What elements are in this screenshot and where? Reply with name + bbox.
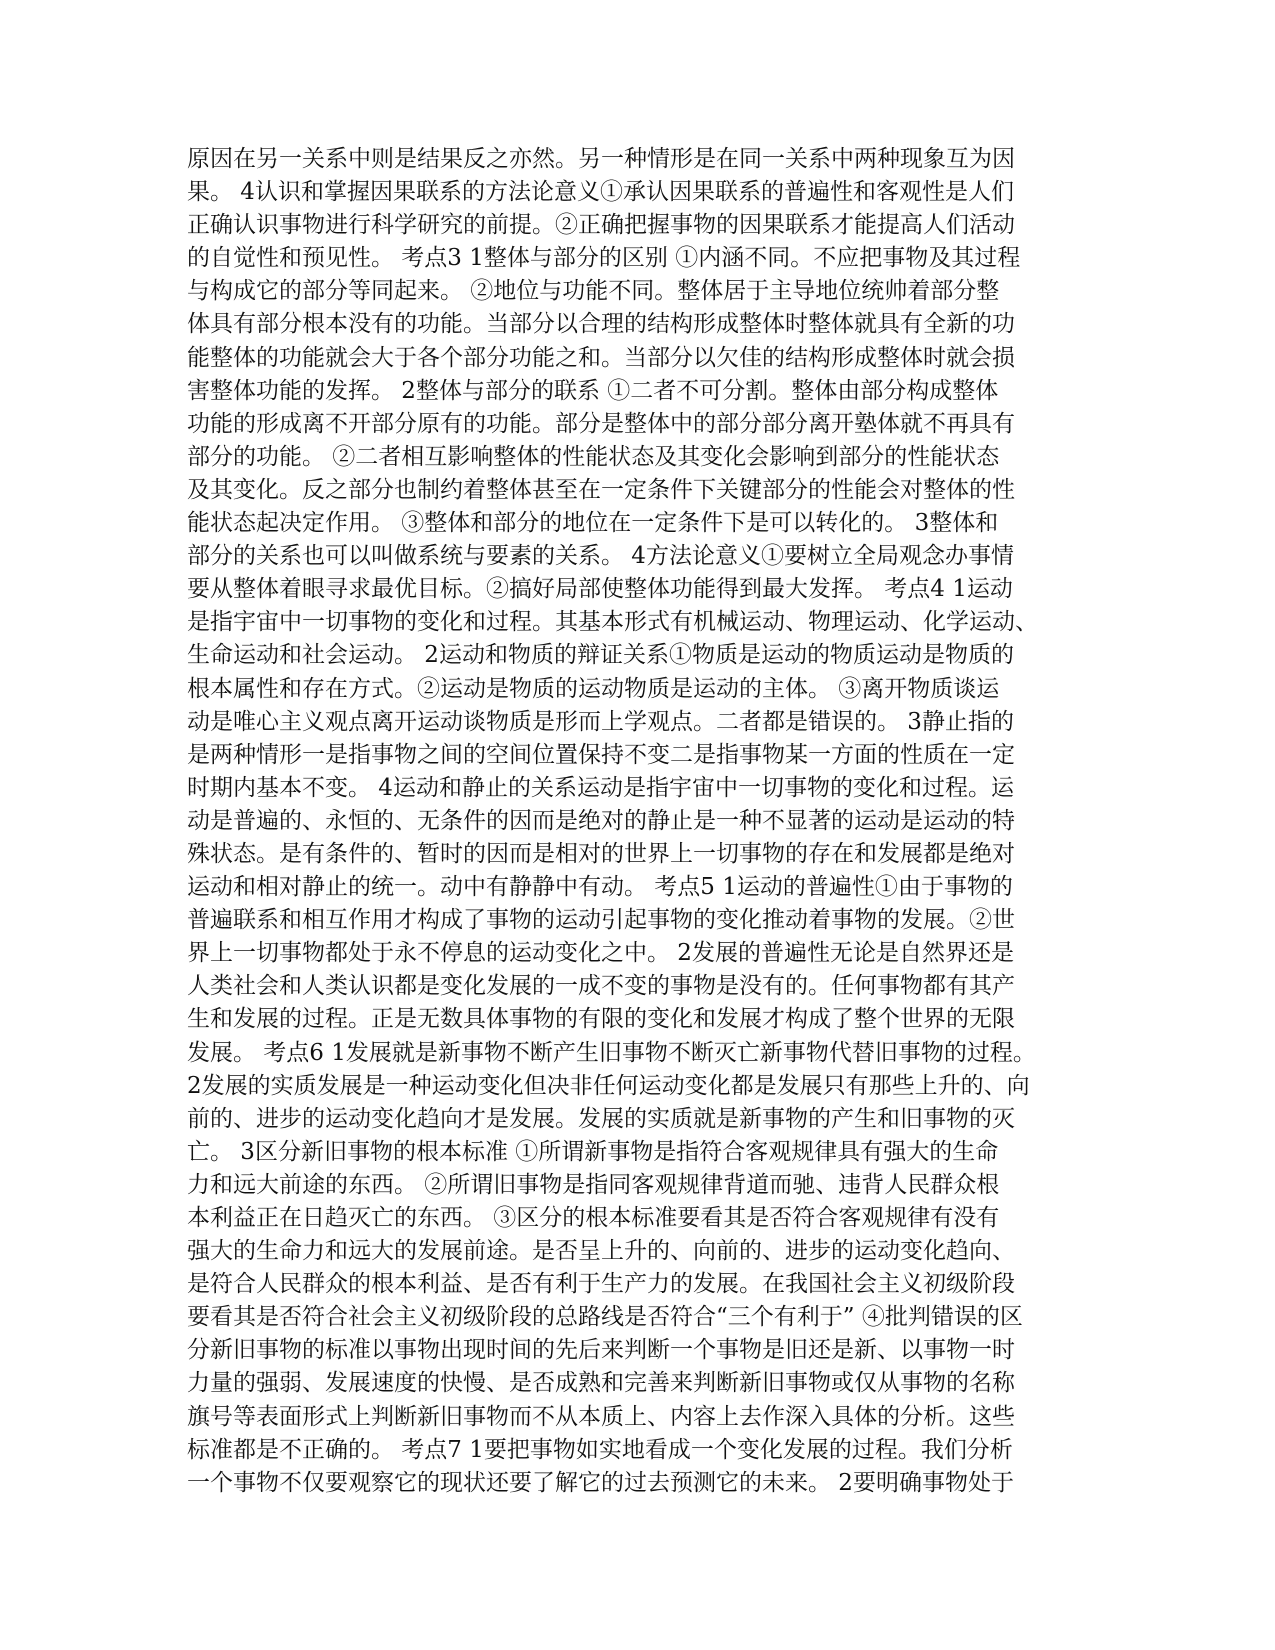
text-line: 要从整体着眼寻求最优目标。②搞好局部使整体功能得到最大发挥。 考点4 1运动	[187, 576, 1013, 603]
text-line: 是指宇宙中一切事物的变化和过程。其基本形式有机械运动、物理运动、化学运动、	[187, 609, 1038, 636]
text-line: 的自觉性和预见性。 考点3 1整体与部分的区别 ①内涵不同。不应把事物及其过程	[187, 245, 1021, 272]
text-line: 害整体功能的发挥。 2整体与部分的联系 ①二者不可分割。整体由部分构成整体	[187, 377, 999, 404]
text-line: 2发展的实质发展是一种运动变化但决非任何运动变化都是发展只有那些上升的、向	[187, 1072, 1030, 1099]
text-line: 体具有部分根本没有的功能。当部分以合理的结构形成整体时整体就具有全新的功	[187, 311, 1015, 338]
text-line: 前的、进步的运动变化趋向才是发展。发展的实质就是新事物的产生和旧事物的灭	[187, 1105, 1015, 1132]
text-line: 正确认识事物进行科学研究的前提。②正确把握事物的因果联系才能提高人们活动	[187, 212, 1015, 239]
text-line: 是符合人民群众的根本利益、是否有利于生产力的发展。在我国社会主义初级阶段	[187, 1271, 1015, 1298]
text-line: 动是唯心主义观点离开运动谈物质是形而上学观点。二者都是错误的。 3静止指的	[187, 708, 1014, 735]
text-line: 与构成它的部分等同起来。 ②地位与功能不同。整体居于主导地位统帅着部分整	[187, 278, 1000, 305]
text-line: 殊状态。是有条件的、暂时的因而是相对的世界上一切事物的存在和发展都是绝对	[187, 840, 1015, 867]
text-line: 部分的功能。 ②二者相互影响整体的性能状态及其变化会影响到部分的性能状态	[187, 443, 1000, 470]
text-line: 分新旧事物的标准以事物出现时间的先后来判断一个事物是旧还是新、以事物一时	[187, 1337, 1015, 1364]
text-line: 界上一切事物都处于永不停息的运动变化之中。 2发展的普遍性无论是自然界还是	[187, 940, 1014, 967]
text-line: 人类社会和人类认识都是变化发展的一成不变的事物是没有的。任何事物都有其产	[187, 973, 1015, 1000]
text-line: 及其变化。反之部分也制约着整体甚至在一定条件下关键部分的性能会对整体的性	[187, 476, 1015, 503]
text-line: 要看其是否符合社会主义初级阶段的总路线是否符合“三个有利于” ④批判错误的区	[187, 1304, 1023, 1331]
text-line: 能状态起决定作用。 ③整体和部分的地位在一定条件下是可以转化的。 3整体和	[187, 510, 999, 537]
text-line: 本利益正在日趋灭亡的东西。 ③区分的根本标准要看其是否符合客观规律有没有	[187, 1205, 1000, 1231]
text-line: 原因在另一关系中则是结果反之亦然。另一种情形是在同一关系中两种现象互为因	[187, 146, 1015, 172]
text-line: 部分的关系也可以叫做系统与要素的关系。 4方法论意义①要树立全局观念办事情	[187, 543, 1014, 570]
text-line: 运动和相对静止的统一。动中有静静中有动。 考点5 1运动的普遍性①由于事物的	[187, 874, 1013, 901]
text-line: 能整体的功能就会大于各个部分功能之和。当部分以欠佳的结构形成整体时就会损	[187, 344, 1015, 371]
body-text	[187, 143, 1087, 1500]
text-line: 发展。 考点6 1发展就是新事物不断产生旧事物不断灭亡新事物代替旧事物的过程。	[187, 1039, 1036, 1066]
text-line: 强大的生命力和远大的发展前途。是否呈上升的、向前的、进步的运动变化趋向、	[187, 1238, 1015, 1265]
text-line: 旗号等表面形式上判断新旧事物而不从本质上、内容上去作深入具体的分析。这些	[187, 1403, 1015, 1430]
text-line: 功能的形成离不开部分原有的功能。部分是整体中的部分部分离开塾体就不再具有	[187, 410, 1015, 437]
text-line: 亡。 3区分新旧事物的根本标准 ①所谓新事物是指符合客观规律具有强大的生命	[187, 1138, 999, 1165]
text-line: 果。 4认识和掌握因果联系的方法论意义①承认因果联系的普遍性和客观性是人们	[187, 179, 1014, 206]
text-line: 一个事物不仅要观察它的现状还要了解它的过去预测它的未来。 2要明确事物处于	[187, 1469, 1014, 1496]
text-line: 生和发展的过程。正是无数具体事物的有限的变化和发展才构成了整个世界的无限	[187, 1006, 1015, 1033]
text-line: 普遍联系和相互作用才构成了事物的运动引起事物的变化推动着事物的发展。②世	[187, 907, 1015, 934]
text-line: 标准都是不正确的。 考点7 1要把事物如实地看成一个变化发展的过程。我们分析	[187, 1436, 1013, 1463]
text-line: 力量的强弱、发展速度的快慢、是否成熟和完善来判断新旧事物或仅从事物的名称	[187, 1370, 1015, 1397]
text-line: 生命运动和社会运动。 2运动和物质的辩证关系①物质是运动的物质运动是物质的	[187, 642, 1014, 669]
text-line: 时期内基本不变。 4运动和静止的关系运动是指宇宙中一切事物的变化和过程。运	[187, 774, 1014, 801]
text-line: 是两种情形一是指事物之间的空间位置保持不变二是指事物某一方面的性质在一定	[187, 741, 1015, 768]
text-line: 力和远大前途的东西。 ②所谓旧事物是指同客观规律背道而驰、违背人民群众根	[187, 1171, 1000, 1198]
text-line: 动是普遍的、永恒的、无条件的因而是绝对的静止是一种不显著的运动是运动的特	[187, 807, 1015, 834]
text-line: 根本属性和存在方式。②运动是物质的运动物质是运动的主体。 ③离开物质谈运	[187, 675, 1000, 702]
